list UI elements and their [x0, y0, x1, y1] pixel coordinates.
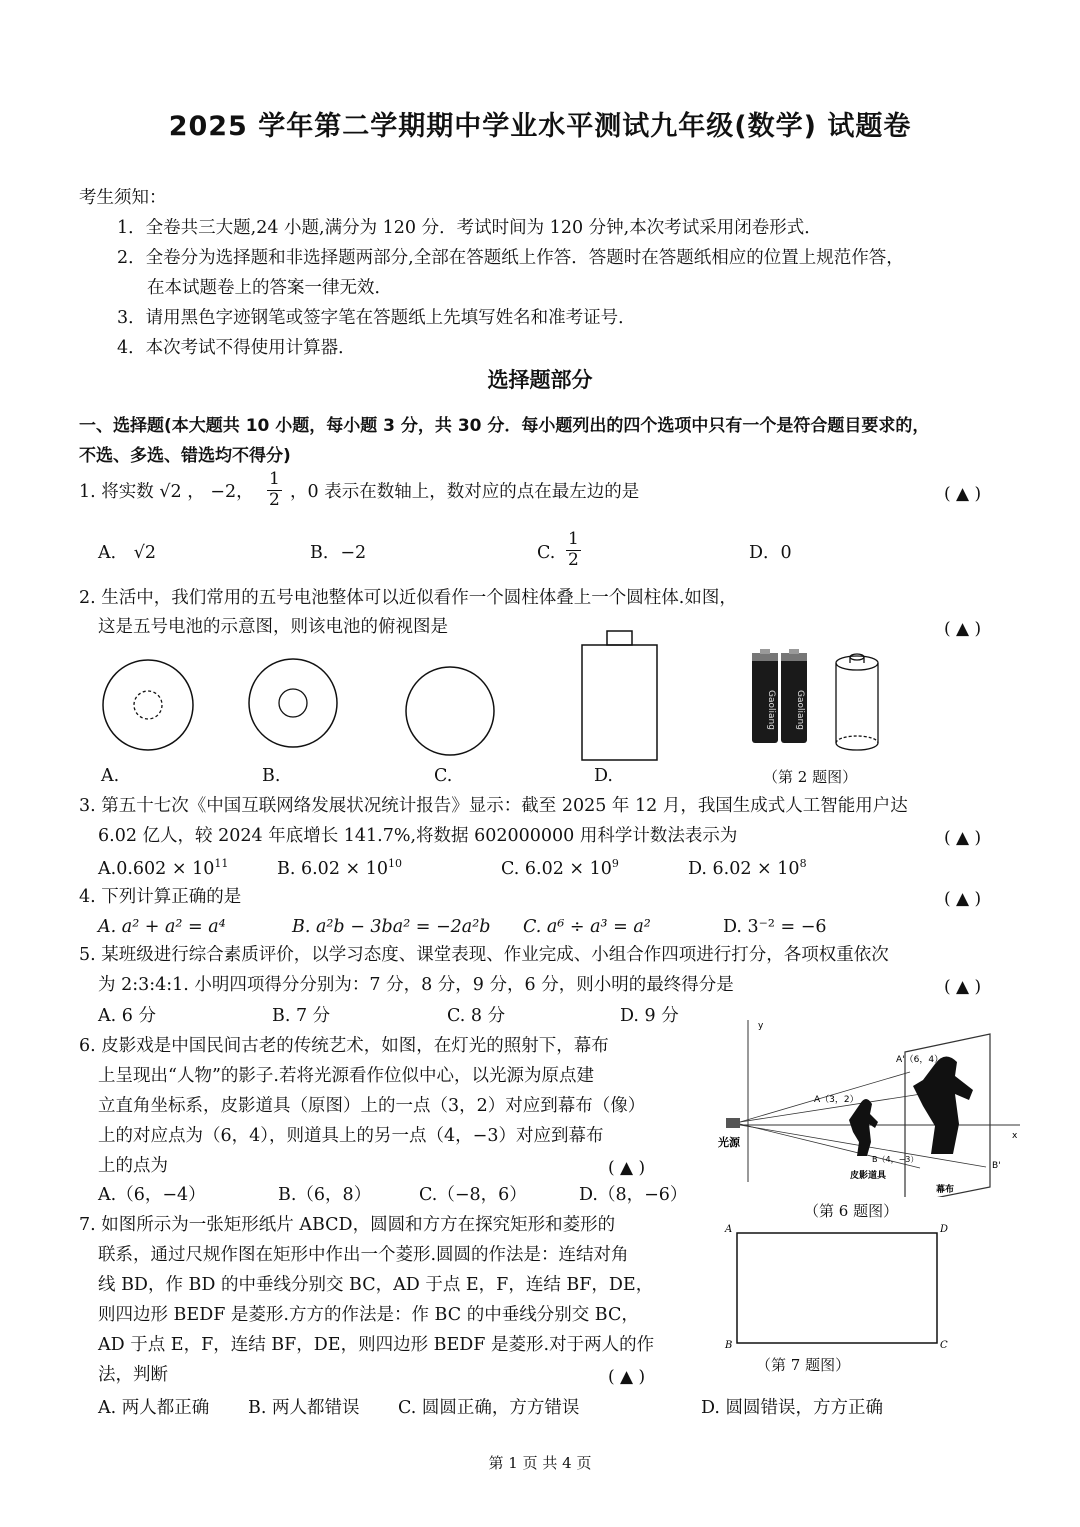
q1-option-a: A．	[98, 543, 129, 563]
q1-option-b: B．−2	[310, 543, 367, 563]
q3-option-a-exp: 11	[214, 857, 229, 870]
q1-option-c-num: 1	[568, 529, 579, 549]
rectangle-abcd	[737, 1233, 937, 1343]
q2-option-d: D.	[594, 766, 613, 786]
answer-mark: ( ▲ )	[608, 1158, 646, 1178]
section-intro: 一、选择题(本大题共 10 小题，每小题 3 分，共 30 分．每小题列出的四个选项中只有一个是符合题目要求的，	[79, 416, 930, 436]
q3-line2: 6.02 亿人，较 2024 年底增长 141.7%,将数据 602000000 用科学计数法表示为	[98, 826, 738, 846]
answer-mark: ( ▲ )	[944, 977, 982, 997]
q4-option-a: A. a² + a² = a⁴	[98, 917, 226, 937]
notice-heading: 考生须知：	[79, 188, 167, 208]
corner-b: B	[725, 1340, 733, 1351]
q7-line: 法，判断	[98, 1365, 168, 1385]
q5-option-a: A. 6 分	[98, 1006, 156, 1026]
answer-mark: ( ▲ )	[944, 889, 982, 909]
q7-option-d: D. 圆圆错误，方方正确	[701, 1398, 884, 1418]
q3-option-b	[277, 858, 402, 878]
corner-d: D	[940, 1224, 949, 1235]
q5-line2: 为 2:3:4:1. 小明四项得分分别为：7 分，8 分，9 分，6 分，则小明的最终得分是	[98, 975, 734, 995]
q1-frac-den: 2	[269, 489, 280, 510]
q1-option-c-fraction	[566, 530, 581, 570]
q5-line1: 5. 某班级进行综合素质评价，以学习态度、课堂表现、作业完成、小组合作四项进行打分，各项权重依次	[79, 945, 889, 965]
q3-line1: 3. 第五十七次《中国互联网络发展状况统计报告》显示：截至 2025 年 12 月，我国生成式人工智能用户达	[79, 796, 908, 816]
q2-option-b: B.	[262, 766, 281, 786]
q2-option-b-figure	[249, 659, 337, 747]
section-title: 选择题部分	[487, 368, 593, 392]
q1-option-c: C.	[537, 543, 556, 563]
q1-mid: ， −2，	[187, 482, 254, 502]
q4-option-b: B. a²b − 3ba² = −2a²b	[292, 917, 491, 937]
answer-mark: ( ▲ )	[608, 1367, 646, 1387]
q6-option-c: C.（−8，6）	[419, 1185, 527, 1205]
page-title: 2025 学年第二学期期中学业水平测试九年级(数学) 试题卷	[168, 111, 912, 142]
q6-option-d: D.（8，−6）	[579, 1185, 688, 1205]
answer-mark: ( ▲ )	[944, 484, 982, 504]
q2-option-c: C.	[434, 766, 453, 786]
q7-line: AD 于点 E，F，连结 BF，DE，则四边形 BEDF 是菱形.对于两人的作	[98, 1335, 655, 1355]
screen-label: 幕布	[936, 1185, 955, 1195]
q3-option-a-base: A.0.602 × 10	[98, 858, 215, 879]
q2-figures	[90, 625, 1010, 780]
q7-line: 7. 如图所示为一张矩形纸片 ABCD，圆圆和方方在探究矩形和菱形的	[79, 1215, 616, 1235]
q1-frac-num: 1	[269, 469, 280, 489]
q2-line1: 2. 生活中，我们常用的五号电池整体可以近似看作一个圆柱体叠上一个圆柱体.如图，	[79, 588, 737, 608]
q3-option-b-base: B. 6.02 × 10	[277, 858, 389, 879]
q7-figure	[722, 1222, 958, 1352]
battery-brand-text: Gaoliang	[766, 690, 776, 730]
x-axis-label: x	[1012, 1131, 1018, 1141]
point-a-label: A（3，2）	[814, 1095, 859, 1105]
light-source-label: 光源	[718, 1136, 740, 1149]
q4-option-c: C. a⁶ ÷ a³ = a²	[523, 917, 651, 937]
section-intro: 不选、多选、错选均不得分)	[79, 446, 291, 466]
q1-sqrt: √2	[159, 482, 182, 502]
q2-caption: （第 2 题图）	[763, 768, 858, 786]
corner-c: C	[940, 1340, 948, 1351]
q6-line: 6. 皮影戏是中国民间古老的传统艺术，如图，在灯光的照射下，幕布	[79, 1036, 609, 1056]
q2-line2: 这是五号电池的示意图，则该电池的俯视图是	[98, 617, 448, 637]
puppet-shadow	[913, 1056, 973, 1154]
q1-option-a-value: √2	[133, 543, 157, 563]
notice-item: 在本试题卷上的答案一律无效．	[147, 278, 392, 298]
y-axis-label: y	[758, 1021, 764, 1031]
q6-figure	[710, 1012, 1030, 1197]
battery-photo	[752, 649, 807, 743]
q6-line: 上的点为	[98, 1156, 168, 1176]
q4-line1: 4. 下列计算正确的是	[79, 887, 242, 907]
q7-line: 则四边形 BEDF 是菱形.方方的作法是：作 BC 的中垂线分别交 BC，	[98, 1305, 639, 1325]
answer-mark: ( ▲ )	[944, 828, 982, 848]
q3-option-d	[688, 858, 807, 878]
q3-option-d-exp: 8	[799, 857, 807, 870]
notice-item: 3．请用黑色字迹钢笔或签字笔在答题纸上先填写姓名和准考证号．	[117, 308, 636, 328]
q1-option-d: D．0	[749, 543, 792, 563]
q4-option-d: D. 3⁻² = −6	[723, 917, 827, 937]
q6-line: 上的对应点为（6，4），则道具上的另一点（4，−3）对应到幕布	[98, 1126, 604, 1146]
notice-item: 1．全卷共三大题,24 小题,满分为 120 分．考试时间为 120 分钟,本次考试采用闭卷形式．	[117, 218, 822, 238]
notice-item: 4．本次考试不得使用计算器．	[117, 338, 356, 358]
q2-option-c-figure	[406, 667, 494, 755]
q7-line: 线 BD，作 BD 的中垂线分别交 BC，AD 于点 E，F，连结 BF，DE，	[98, 1275, 654, 1295]
q1-prefix: 1. 将实数	[79, 482, 154, 502]
q1-option-c-den: 2	[568, 549, 579, 570]
q1-suffix: ，0 表示在数轴上，数对应的点在最左边的是	[290, 482, 640, 502]
q7-option-b: B. 两人都错误	[248, 1398, 360, 1418]
point-b-label: B（4，−3）	[872, 1155, 919, 1164]
q3-option-d-base: D. 6.02 × 10	[688, 858, 800, 879]
page-footer: 第 1 页 共 4 页	[488, 1454, 592, 1472]
q3-option-c-exp: 9	[611, 857, 619, 870]
corner-a: A	[725, 1224, 733, 1235]
q3-option-b-exp: 10	[388, 857, 403, 870]
q5-option-b: B. 7 分	[272, 1006, 331, 1026]
q2-option-a: A.	[101, 766, 120, 786]
q1-fraction	[267, 470, 282, 510]
notice-item: 2．全卷分为选择题和非选择题两部分,全部在答题纸上作答．答题时在答题纸相应的位置上规范作答，	[117, 248, 904, 268]
q3-option-c	[501, 858, 619, 878]
prop-label: 皮影道具	[850, 1171, 887, 1181]
point-b-prime-label: B'	[992, 1161, 1001, 1171]
q5-option-c: C. 8 分	[447, 1006, 506, 1026]
q2-option-a-figure	[103, 660, 193, 750]
q7-option-c: C. 圆圆正确，方方错误	[398, 1398, 580, 1418]
point-a-prime-label: A'（6，4）	[896, 1055, 944, 1065]
q7-line: 联系，通过尺规作图在矩形中作出一个菱形.圆圆的作法是：连结对角	[98, 1245, 629, 1265]
q6-caption: （第 6 题图）	[804, 1202, 899, 1220]
q5-option-d: D. 9 分	[620, 1006, 679, 1026]
q6-line: 立直角坐标系，皮影道具（原图）上的一点（3，2）对应到幕布（像）	[98, 1096, 646, 1116]
q7-option-a: A. 两人都正确	[98, 1398, 210, 1418]
battery-brand-text: Gaoliang	[795, 690, 805, 730]
battery-schematic	[836, 654, 878, 750]
q3-option-c-base: C. 6.02 × 10	[501, 858, 612, 879]
question-1	[79, 484, 254, 502]
q2-option-d-figure	[582, 631, 657, 760]
q3-option-a	[98, 858, 228, 878]
answer-mark: ( ▲ )	[944, 619, 982, 639]
q7-caption: （第 7 题图）	[756, 1356, 851, 1374]
q6-option-a: A.（6，−4）	[98, 1185, 206, 1205]
q6-option-b: B.（6，8）	[278, 1185, 372, 1205]
q6-line: 上呈现出“人物”的影子.若将光源看作位似中心，以光源为原点建	[98, 1066, 594, 1086]
